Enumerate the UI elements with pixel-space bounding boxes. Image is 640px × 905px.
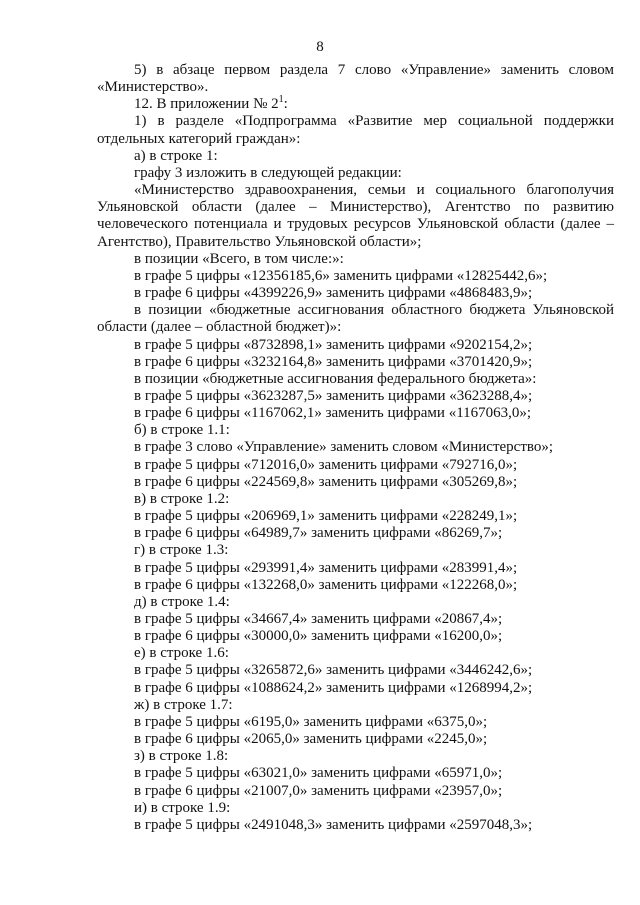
paragraph-9: в графе 6 цифры «4399226,9» заменить цифрами «4868483,9»; [134, 285, 533, 302]
paragraph-35: з) в строке 1.8: [134, 748, 229, 765]
paragraph-18: в графе 5 цифры «712016,0» заменить цифрами «792716,0»; [134, 456, 518, 473]
paragraph-31: в графе 6 цифры «1088624,2» заменить цифрами «1268994,2»; [134, 679, 533, 696]
appendix-heading-text: 12. В приложении № 2 [134, 96, 279, 113]
paragraph-17: в графе 3 слово «Управление» заменить словом «Министерство»; [134, 439, 554, 456]
paragraph-7: в позиции «Всего, в том числе:»: [134, 250, 344, 267]
paragraph-8: в графе 5 цифры «12356185,6» заменить цифрами «12825442,6»; [134, 267, 548, 284]
paragraph-10: в позиции «бюджетные ассигнования областного бюджета Ульяновской области (далее – областной бюджет)»: [97, 302, 614, 336]
paragraph-30: в графе 5 цифры «3265872,6» заменить цифрами «3446242,6»; [134, 662, 533, 679]
paragraph-12: в графе 6 цифры «3232164,8» заменить цифрами «3701420,9»; [134, 353, 533, 370]
paragraph-39: в графе 5 цифры «2491048,3» заменить цифрами «2597048,3»; [134, 816, 533, 833]
paragraph-19: в графе 6 цифры «224569,8» заменить цифрами «305269,8»; [134, 473, 518, 490]
paragraph-34: в графе 6 цифры «2065,0» заменить цифрами «2245,0»; [134, 731, 488, 748]
paragraph-5: графу 3 изложить в следующей редакции: [134, 164, 402, 181]
paragraph-21: в графе 5 цифры «206969,1» заменить цифрами «228249,1»; [134, 508, 518, 525]
paragraph-22: в графе 6 цифры «64989,7» заменить цифрами «86269,7»; [134, 525, 503, 542]
document-body [97, 62, 614, 834]
paragraph-29: е) в строке 1.6: [134, 645, 229, 662]
paragraph-4: а) в строке 1: [134, 147, 218, 164]
paragraph-23: г) в строке 1.3: [134, 542, 229, 559]
appendix-heading-suffix: : [283, 96, 288, 113]
paragraph-25: в графе 6 цифры «132268,0» заменить цифрами «122268,0»; [134, 576, 518, 593]
paragraph-27: в графе 5 цифры «34667,4» заменить цифрами «20867,4»; [134, 611, 503, 627]
paragraph-36: в графе 5 цифры «63021,0» заменить цифрами «65971,0»; [134, 765, 503, 782]
paragraph-6: «Министерство здравоохранения, семьи и социального благополучия Ульяновской области (далее – Министерство), Агентство по развитию человеческого потенциала и трудовых ресурсов Ульяновской области (далее – Агентство), Правительство Ульяновской области»; [97, 182, 614, 250]
paragraph-33: в графе 5 цифры «6195,0» заменить цифрами «6375,0»; [134, 713, 488, 730]
paragraph-26: д) в строке 1.4: [134, 593, 230, 610]
page-number: 8 [316, 39, 324, 55]
paragraph-37: в графе 6 цифры «21007,0» заменить цифрами «23957,0»; [134, 782, 503, 799]
paragraph-28: в графе 6 цифры «30000,0» заменить цифрами «16200,0»; [134, 628, 503, 645]
paragraph-3: 1) в разделе «Подпрограмма «Развитие мер социальной поддержки отдельных категорий граждан»: [97, 113, 614, 147]
paragraph-1: 5) в абзаце первом раздела 7 слово «Управление» заменить словом «Министерство». [97, 62, 614, 96]
paragraph-11: в графе 5 цифры «8732898,1» заменить цифрами «9202154,2»; [134, 336, 533, 353]
paragraph-24: в графе 5 цифры «293991,4» заменить цифрами «283991,4»; [134, 559, 518, 576]
paragraph-15: в графе 6 цифры «1167062,1» заменить цифрами «1167063,0»; [134, 405, 532, 422]
paragraph-14: в графе 5 цифры «3623287,5» заменить цифрами «3623288,4»; [134, 387, 533, 404]
paragraph-20: в) в строке 1.2: [134, 490, 230, 507]
paragraph-16: б) в строке 1.1: [134, 422, 230, 439]
paragraph-38: и) в строке 1.9: [134, 799, 231, 816]
paragraph-13: в позиции «бюджетные ассигнования федерального бюджета»: [134, 370, 537, 387]
appendix-superscript: 1 [278, 94, 284, 106]
paragraph-32: ж) в строке 1.7: [134, 696, 233, 713]
paragraph-2 [97, 96, 614, 113]
